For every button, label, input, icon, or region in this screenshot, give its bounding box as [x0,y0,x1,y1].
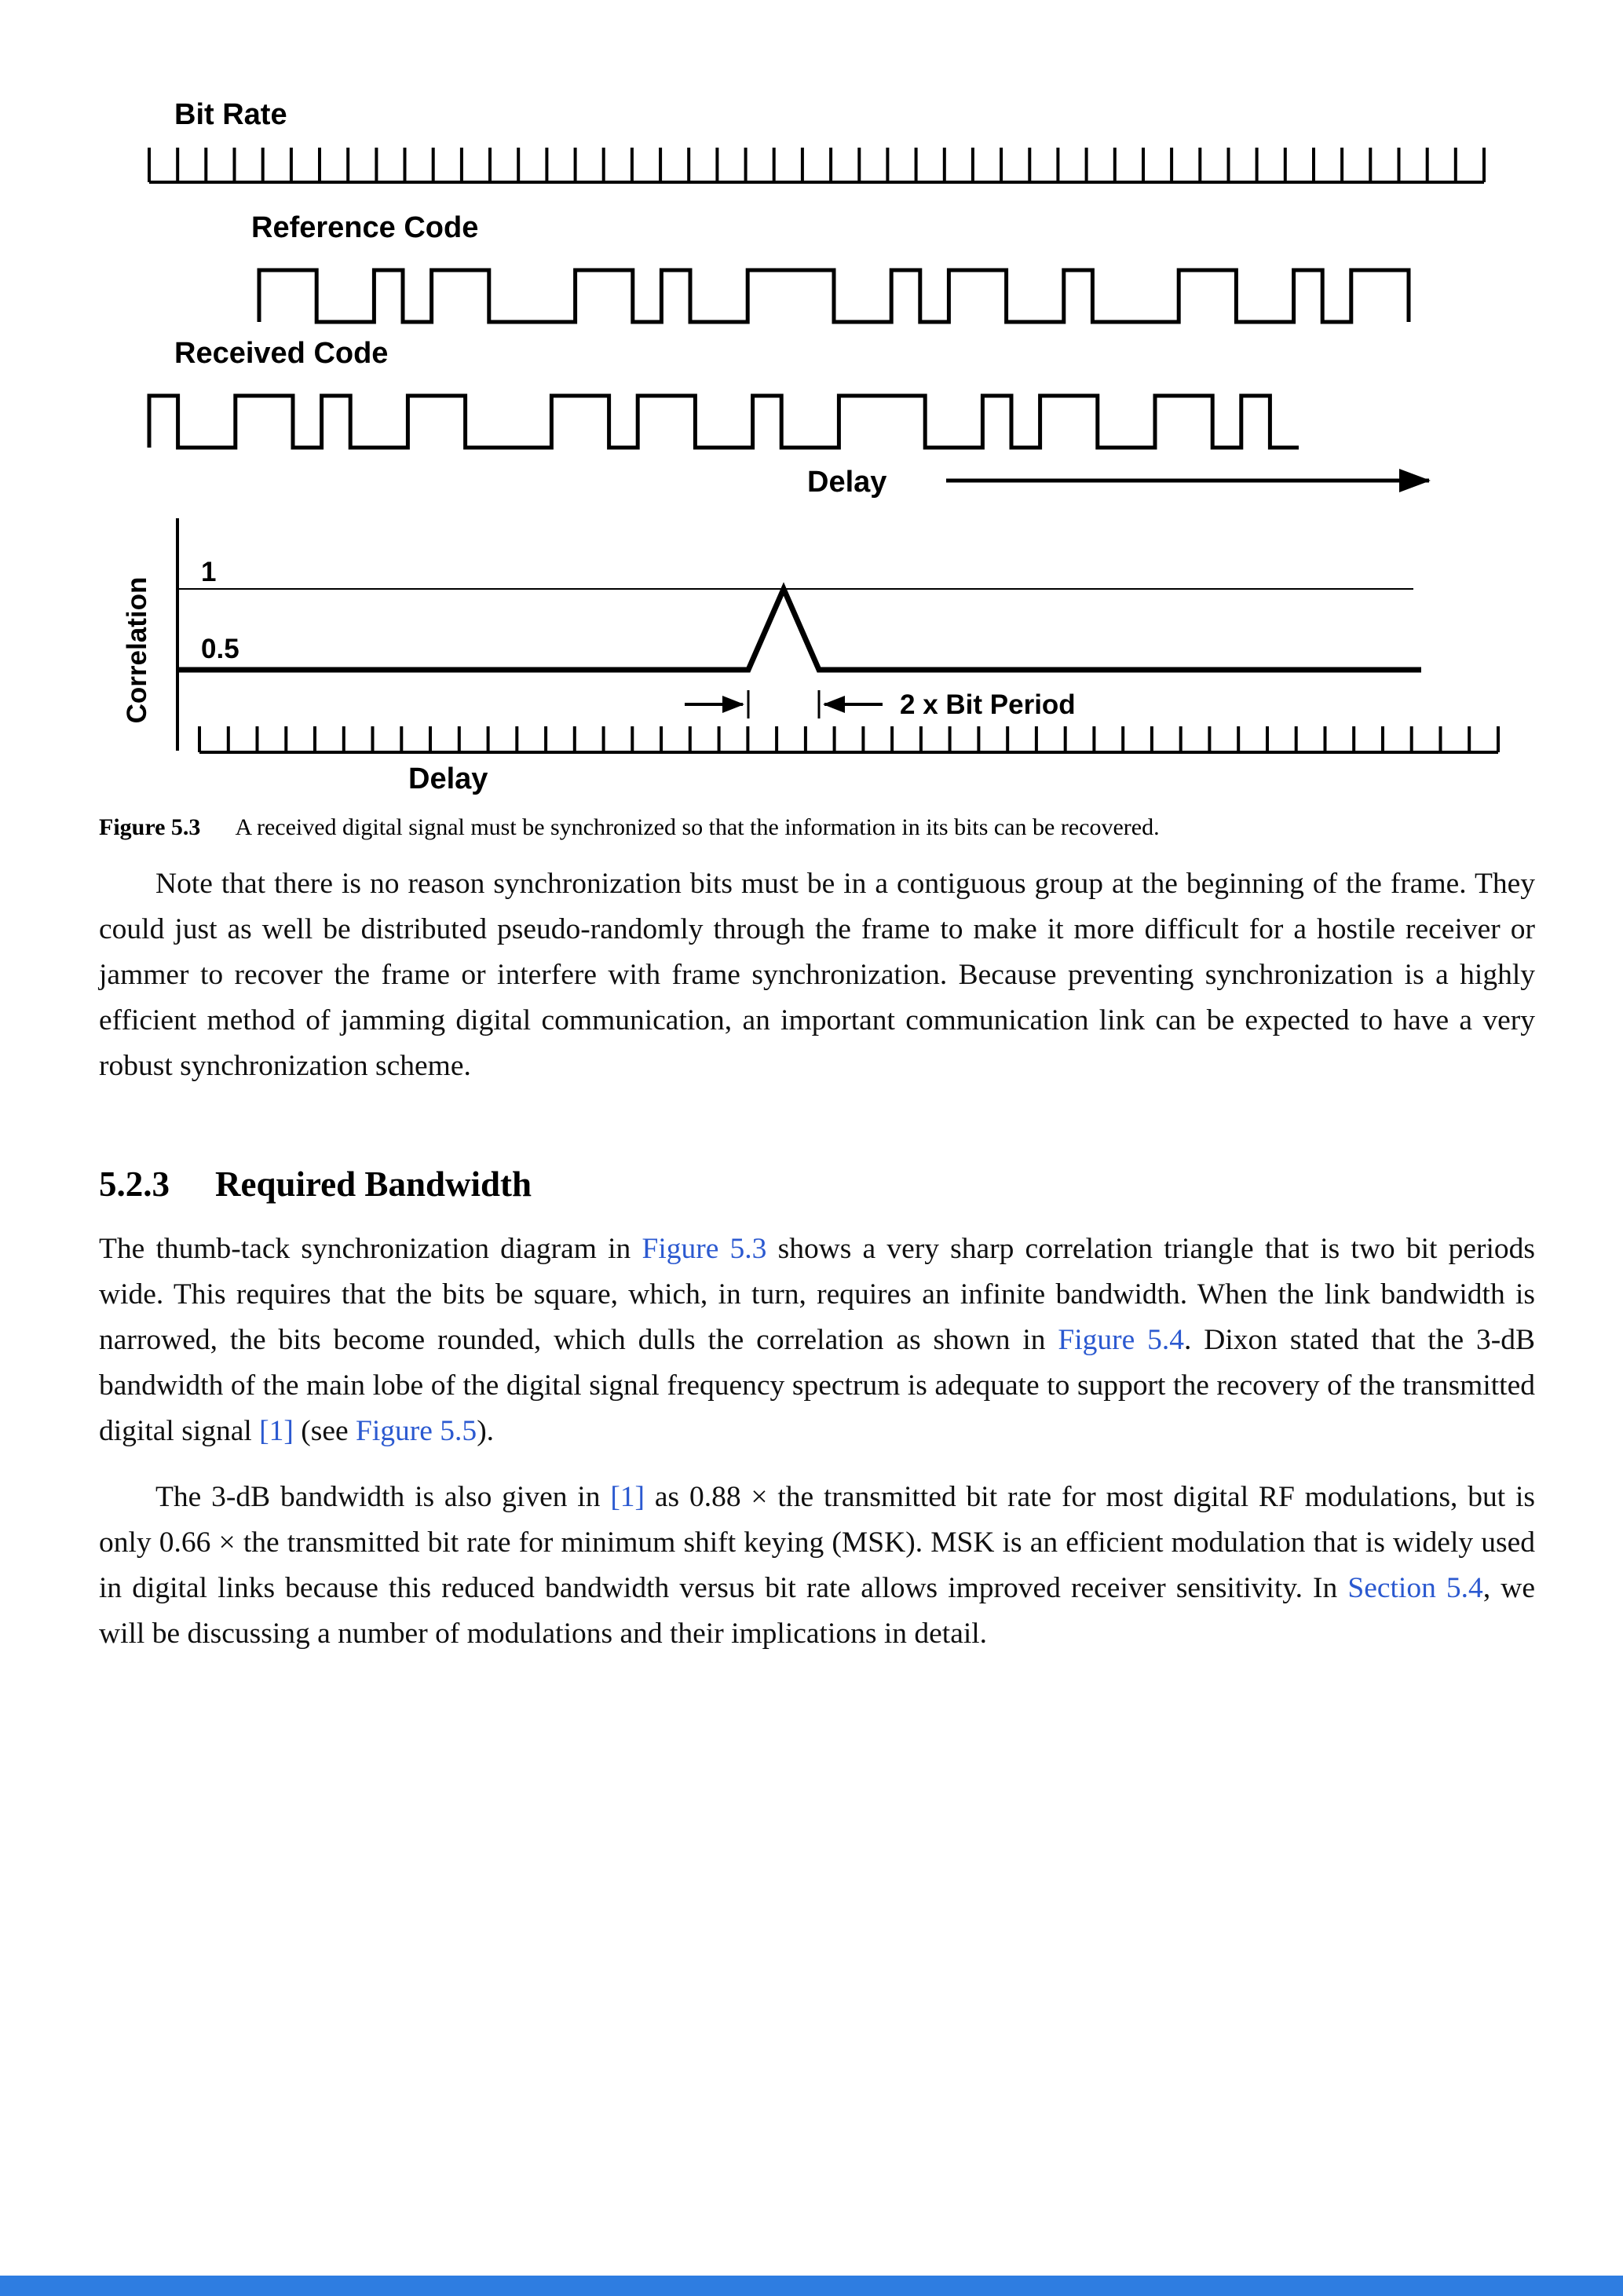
reference-code-label: Reference Code [251,211,479,244]
bit-rate-label: Bit Rate [174,98,287,131]
delay-axis-label: Delay [408,762,488,795]
cross-reference-link[interactable]: [1] [259,1415,294,1447]
section-number: 5.2.3 [99,1164,170,1204]
cross-reference-link[interactable]: Figure 5.5 [356,1415,477,1447]
figure-caption-number: Figure 5.3 [99,814,201,840]
text-run: . Dixon stated that the 3-dB bandwidth of the main lobe of the digital signal frequency spectrum is adequate to support the recovery of the transmitted digital signal [99,1324,1535,1447]
cross-reference-link[interactable]: Figure 5.4 [1058,1324,1185,1356]
correlation-axis-label: Correlation [122,576,152,724]
figure-caption [99,814,1535,841]
figure-5-3 [0,0,1623,797]
paragraph-thumb-tack [99,1227,1535,1454]
bottom-progress-bar [0,2276,1623,2296]
delay-arrow-label: Delay [807,466,887,499]
text-run: as 0.88 × the transmitted bit rate for most digital RF modulations, but is only 0.66 × the transmitted bit rate for minimum shift keying (MSK). MSK is an efficient modulation that is widely used in digital links because this reduced bandwidth versus bit rate allows improved receiver sensitivity. In [99,1481,1536,1604]
bit-period-label: 2 x Bit Period [900,689,1076,720]
section-title: Required Bandwidth [215,1164,532,1204]
correlation-trace [177,589,1421,670]
received-code-label: Received Code [174,337,389,370]
text-run: ). [477,1415,495,1447]
delay-axis-tick-comb [199,726,1498,752]
cross-reference-link[interactable]: Section 5.4 [1347,1572,1483,1604]
section-heading-5-2-3 [99,1164,1535,1205]
text-run: , we will be discussing a number of modulations and their implications in detail. [99,1572,1535,1650]
paragraph-3db-bandwidth [99,1475,1535,1657]
text-run: Note that there is no reason synchronization bits must be in a contiguous group at the beginning of the frame. They could just as well be distributed pseudo-randomly through the frame to make it more difficult for a hostile receiver or jammer to recover the frame or interfere with frame synchronization. Because preventing synchronization is a highly efficient method of jamming digital communication, an important communication link can be expected to have a very robust synchronization scheme. [99,868,1535,1082]
reference-code-waveform [259,270,1409,322]
text-run: shows a very sharp correlation triangle that is two bit periods wide. This requires that the bits be square, which, in turn, requires an infinite bandwidth. When the link bandwidth is narrowed, the bits become rounded, which dulls the correlation as shown in [99,1233,1535,1356]
text-run: The 3-dB bandwidth is also given in [155,1481,611,1513]
text-run: The thumb-tack synchronization diagram in [99,1233,642,1265]
cross-reference-link[interactable]: Figure 5.3 [642,1233,767,1265]
bit-rate-tick-comb [149,148,1484,182]
synchronization-diagram [0,0,1623,797]
level-05-label: 0.5 [201,634,239,664]
figure-caption-text: A received digital signal must be synchronized so that the information in its bits can be recovered. [235,814,1160,840]
text-column [0,814,1623,1657]
paragraph-synchronization-bits [99,861,1535,1089]
cross-reference-link[interactable]: [1] [610,1481,645,1513]
level-1-label: 1 [201,557,217,587]
text-run: (see [293,1415,356,1447]
received-code-waveform [149,396,1299,448]
